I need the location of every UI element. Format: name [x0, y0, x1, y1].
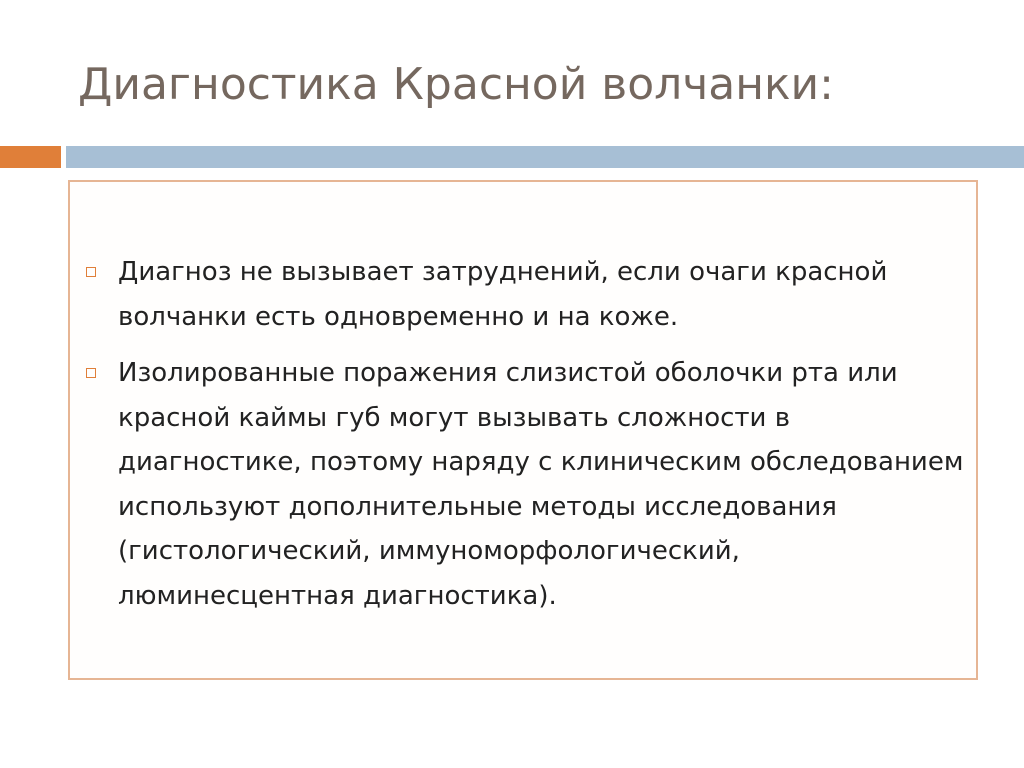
bullet-list: [84, 250, 976, 630]
square-bullet-icon: [86, 368, 96, 378]
square-bullet-icon: [86, 267, 96, 277]
bullet-text: Изолированные поражения слизистой оболочки рта или красной каймы губ могут вызывать сложности в диагностике, поэтому наряду с клиническим обследованием используют дополнительные методы исследования (гистологический, иммуноморфологический, люминесцентная диагностика).: [118, 358, 964, 611]
slide-title: Диагностика Красной волчанки:: [78, 59, 834, 110]
bullet-item-isolated-lesions: [84, 351, 976, 618]
accent-bar-orange: [0, 146, 61, 168]
accent-bar-blue: [66, 146, 1024, 168]
bullet-text: Диагноз не вызывает затруднений, если очаги красной волчанки есть одновременно и на коже.: [118, 257, 888, 332]
bullet-item-diagnosis: [84, 250, 976, 339]
content-box: [68, 180, 978, 680]
